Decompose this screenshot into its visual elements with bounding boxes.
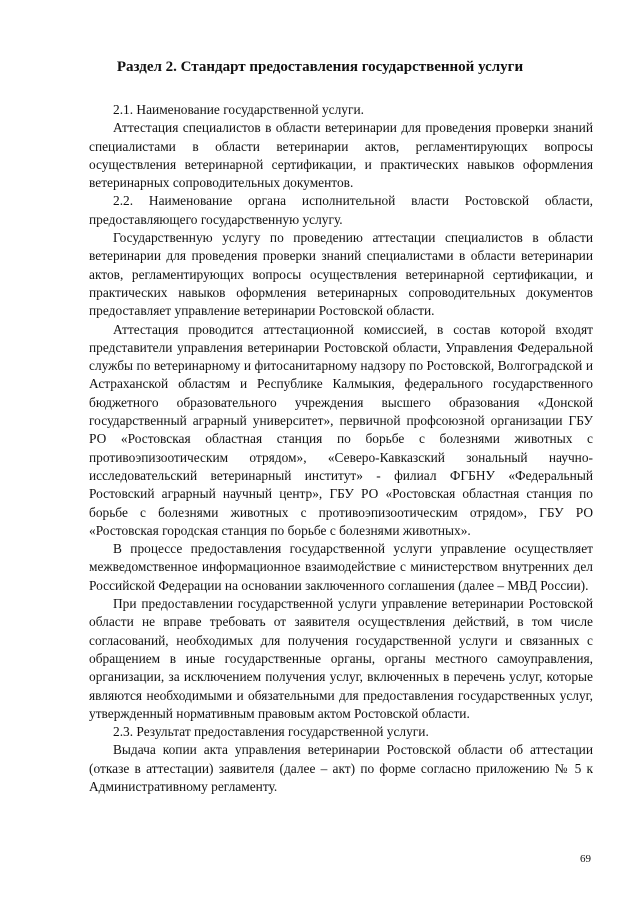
paragraph-2-3-text: Выдача копии акта управления ветеринарии Ростовской области об аттестации (отказе в аттестации) заявителя (далее – акт) по форме согласно приложению № 5 к Административному регламенту. <box>89 742 593 794</box>
paragraph-2-3-heading: 2.3. Результат предоставления государственной услуги. <box>113 724 429 740</box>
paragraph-2-2-commission: Аттестация проводится аттестационной комиссией, в состав которой входят представители управления ветеринарии Ростовской области, Управления Федеральной службы по ветеринарному и фитосанитарному надзору по Ростовской, Волгоградской и Астраханской областям и Республике Калмыкия, федерального государственного бюджетного образовательного учреждения высшего образования «Донской государственный аграрный университет», первичной профсоюзной организации ГБУ РО «Ростовская областная станция по борьбе с болезнями животных с противоэпизоотическим отрядом», «Северо-Кавказский зональный научно-исследовательский ветеринарный институт» - филиал ФГБНУ «Федеральный Ростовский аграрный научный центр», ГБУ РО «Ростовская областная станция по борьбе с болезнями животных с противоэпизоотическим отрядом», ГБУ РО «Ростовская городская станция по борьбе с болезнями животных». <box>89 321 593 538</box>
document-body <box>89 101 593 796</box>
page-number: 69 <box>580 853 591 865</box>
section-title: Раздел 2. Стандарт предоставления государственной услуги <box>116 59 524 75</box>
paragraph-2-1-heading: 2.1. Наименование государственной услуги. <box>113 102 365 117</box>
paragraph-2-2-heading: 2.2. Наименование органа исполнительной власти Ростовской области, предоставляющего государственную услугу. <box>89 193 593 227</box>
paragraph-2-1-text: Аттестация специалистов в области ветеринарии для проведения проверки знаний специалистами в области ветеринарии актов, регламентирующих вопросы осуществления ветеринарной сертификации, и практических навыков оформления ветеринарных сопроводительных документов. <box>89 120 593 191</box>
paragraph-2-2-restrictions: При предоставлении государственной услуги управление ветеринарии Ростовской области не вправе требовать от заявителя осуществления действий, в том числе согласований, необходимых для получения государственной услуги и связанных с обращением в иные государственные органы, органы местного самоуправления, организации, за исключением получения услуг, включенных в перечень услуг, которые являются необходимыми и обязательными для предоставления государственных услуг, утвержденный нормативным правовым актом Ростовской области. <box>89 596 593 721</box>
paragraph-2-2-provider: Государственную услугу по проведению аттестации специалистов в области ветеринарии для проведения проверки знаний специалистами в области ветеринарии актов, регламентирующих вопросы осуществления ветеринарной сертификации, и практических навыков оформления ветеринарных сопроводительных документов предоставляет управление ветеринарии Ростовской области. <box>89 230 593 319</box>
paragraph-2-2-interaction: В процессе предоставления государственной услуги управление осуществляет межведомственное информационное взаимодействие с министерством внутренних дел Российской Федерации на основании заключенного соглашения (далее – МВД России). <box>89 541 593 593</box>
